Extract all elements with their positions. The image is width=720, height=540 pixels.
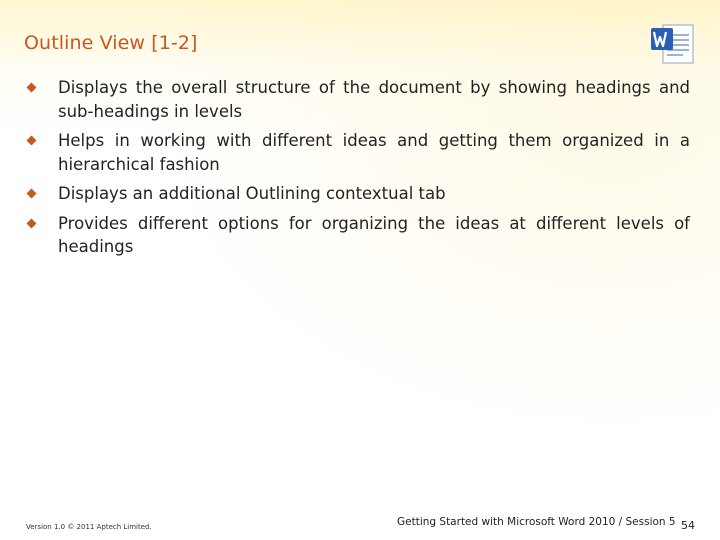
- diamond-bullet-icon: [27, 136, 37, 146]
- bullet-text: Provides different options for organizing the ideas at different levels of headings: [58, 213, 690, 256]
- list-item: [26, 76, 690, 123]
- bullet-list: [26, 76, 690, 265]
- slide-title: Outline View [1-2]: [24, 32, 198, 54]
- bullet-text: Displays an additional Outlining contextual tab: [58, 184, 446, 203]
- footer-session: Getting Started with Microsoft Word 2010 / Session 5: [397, 516, 676, 528]
- bullet-text: Displays the overall structure of the document by showing headings and sub-headings in levels: [58, 78, 690, 121]
- bullet-text: Helps in working with different ideas and getting them organized in a hierarchical fashion: [58, 131, 690, 174]
- footer-copyright: Version 1.0 © 2011 Aptech Limited.: [26, 523, 152, 531]
- list-item: [26, 129, 690, 176]
- page-number: 54: [681, 519, 695, 532]
- diamond-bullet-icon: [27, 218, 37, 228]
- diamond-bullet-icon: [27, 83, 37, 93]
- list-item: [26, 212, 690, 259]
- diamond-bullet-icon: [27, 189, 37, 199]
- word-document-icon: [648, 20, 696, 68]
- list-item: [26, 182, 690, 206]
